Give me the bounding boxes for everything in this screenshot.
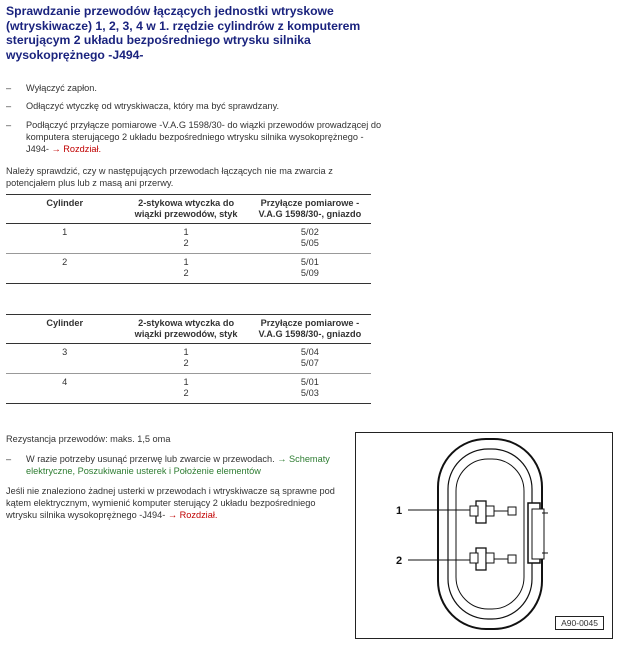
header-cylinder: Cylinder: [6, 195, 123, 224]
socket-cell: 5/02 5/05: [249, 224, 371, 254]
table-row: [6, 344, 371, 374]
step-text: Wyłączyć zapłon.: [26, 83, 97, 93]
step-text: W razie potrzeby usunąć przerwę lub zwarcie w przewodach.: [26, 454, 275, 464]
diagram-label-1: 1: [396, 505, 403, 517]
header-connector: Przyłącze pomiarowe - V.A.G 1598/30-, gniazdo: [249, 315, 371, 344]
cylinder-cell: 4: [6, 374, 123, 404]
connector-illustration: [356, 433, 612, 638]
diagram-label-2: 2: [396, 555, 403, 567]
socket-cell: 5/01 5/09: [249, 254, 371, 284]
header-plug: 2-stykowa wtyczka do wiązki przewodów, styk: [123, 315, 248, 344]
pin-cell: 1 2: [123, 344, 248, 374]
header-plug: 2-stykowa wtyczka do wiązki przewodów, styk: [123, 195, 248, 224]
check-instruction: Należy sprawdzić, czy w następujących przewodach łączących nie ma zwarcia z potencjałem plus lub z masą ani przerwy.: [6, 166, 333, 188]
table-row: [6, 374, 371, 404]
cylinder-cell: 3: [6, 344, 123, 374]
header-connector: Przyłącze pomiarowe - V.A.G 1598/30-, gniazdo: [249, 195, 371, 224]
table-row: [6, 254, 371, 284]
wiring-diagram-link[interactable]: → Schematy elektryczne, Poszukiwanie usterek i Położenie elementów: [26, 454, 330, 476]
step-text: Odłączyć wtyczkę od wtryskiwacza, który ma być sprawdzany.: [26, 101, 280, 111]
pin-cell: 1 2: [123, 254, 248, 284]
pin-cell: 1 2: [123, 224, 248, 254]
table-row: [6, 224, 371, 254]
pin-cell: 1 2: [123, 374, 248, 404]
diagram-reference-tag: A90-0045: [555, 616, 604, 630]
wiring-table-1: [6, 194, 371, 284]
table-header-row: [6, 195, 371, 224]
resistance-spec: Rezystancja przewodów: maks. 1,5 oma: [6, 434, 171, 444]
header-cylinder: Cylinder: [6, 315, 123, 344]
cylinder-cell: 1: [6, 224, 123, 254]
socket-cell: 5/04 5/07: [249, 344, 371, 374]
cylinder-cell: 2: [6, 254, 123, 284]
bullet-dash: –: [6, 83, 12, 93]
page-title: Sprawdzanie przewodów łączących jednostki wtryskowe (wtryskiwacze) 1, 2, 3, 4 w 1. rzędzie cylindrów z komputerem sterującym 2 układu bezpośredniego wtrysku silnika wysokoprężnego -J494-: [6, 4, 361, 62]
bullet-dash: –: [6, 101, 12, 111]
wiring-table-2: [6, 314, 371, 404]
bullet-dash: –: [6, 120, 12, 130]
table-header-row: [6, 315, 371, 344]
bullet-dash: –: [6, 454, 12, 464]
socket-cell: 5/01 5/03: [249, 374, 371, 404]
connector-diagram: [355, 432, 613, 639]
final-instruction: Jeśli nie znaleziono żadnej usterki w przewodach i wtryskiwacze są sprawne pod kątem elektrycznym, wymienić komputer sterujący 2 układu bezpośredniego wtrysku silnika wysokoprężnego -J494- → Rozdział.: [6, 486, 335, 520]
step-text: Podłączyć przyłącze pomiarowe -V.A.G 1598/30- do wiązki przewodów prowadzącej do komputera sterującego 2 układu bezpośredniego wtrysku silnika wysokoprężnego -J494-: [26, 120, 382, 154]
chapter-link[interactable]: → Rozdział.: [167, 510, 218, 520]
chapter-link[interactable]: → Rozdział.: [51, 144, 102, 154]
